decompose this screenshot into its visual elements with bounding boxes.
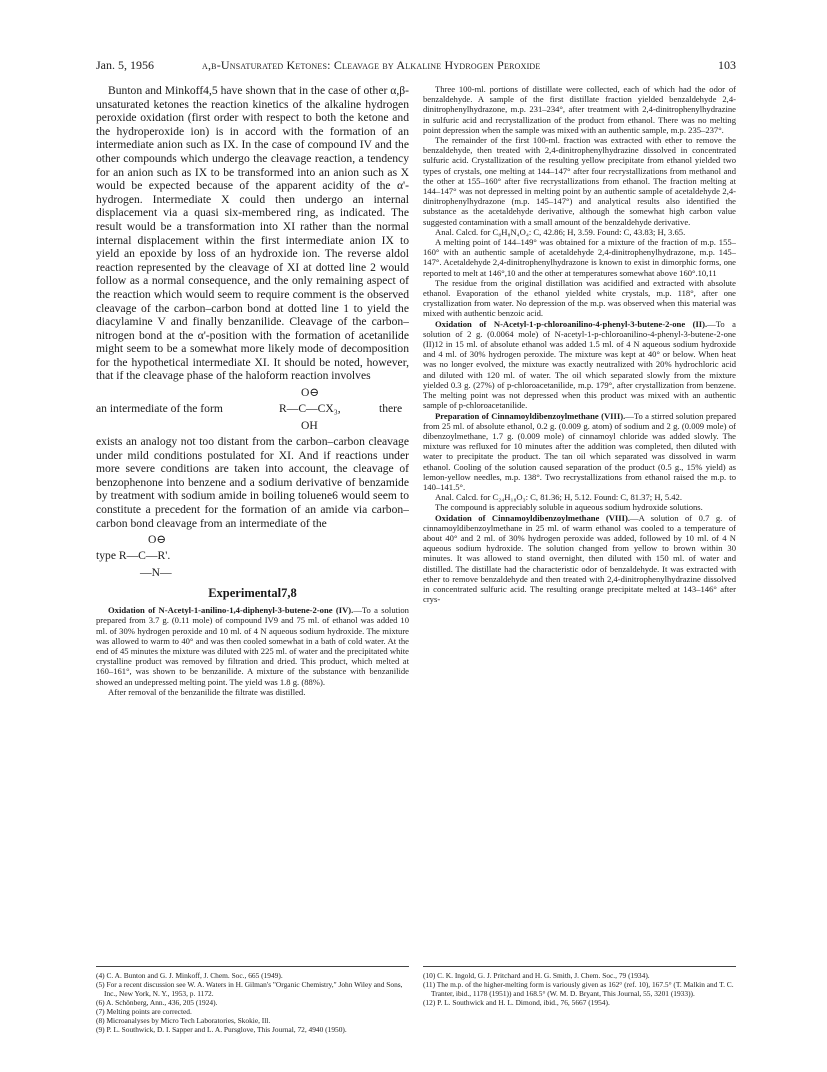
paragraph: After removal of the benzanilide the filtrate was distilled. — [108, 686, 306, 697]
paragraph-body: —To a solution prepared from 3.7 g. (0.11 mole) of compound IV9 and 75 ml. of ethanol was added 10 ml. of 30% hydrogen peroxide and 10 ml. of 4 N aqueous sodium hydroxide. The mixture was allowed to warm to 40° and was then cooled somewhat in a bath of cold water. At the end of 45 minutes the mixture was diluted with 225 ml. of water and the precipitated white crystalline product was removed by filtration and dried. This product, which melted at 160–161°, was shown to be benzanilide. A mixture of the substance with benzanilide showed an undepressed melting point. The yield was 1.8 g. (88%). — [96, 605, 409, 687]
footnote: (9) P. L. Southwick, D. I. Sapper and L. A. Pursglove, This Journal, 72, 4940 (1950). — [96, 1025, 347, 1034]
formula-text-before: an intermediate of the form — [96, 402, 223, 416]
section-heading: Experimental7,8 — [208, 586, 297, 601]
paragraph-title: Oxidation of N-Acetyl-1-p-chloroanilino-4-phenyl-3-butene-2-one (II). — [435, 318, 708, 329]
formula-text-after: there — [379, 402, 403, 416]
paragraph: Anal. Calcd. for C₂₄H₁₈O₃: C, 81.36; H, 5.12. Found: C, 81.37; H, 5.42. — [435, 492, 683, 503]
paragraph: exists an analogy not too distant from the carbon–carbon cleavage under mild conditions postulated for XI. And if reactions under more severe conditions are taken into account, the cleavage of benzophenone into benzene and a sodium derivative of benzamide by treatment with sodium amide in boiling toluene6 would seem to constitute a precedent for the formation of an amide via carbon–carbon bond cleavage from an intermediate of the — [96, 435, 409, 530]
paragraph-body: —To a stirred solution prepared from 25 ml. of absolute ethanol, 0.2 g. (0.009 g. atom) of sodium and 2 g. (0.009 mole) of dibenzoylmethane, 1.7 g. (0.009 mole) of cinnamoyl chloride was added slowly. The mixture was refluxed for 10 minutes after the addition was completed, then diluted with water to precipitate the product. The tan oil which separated was dissolved in warm ethanol. Cooling of the solution caused separation of the product (0.5 g., 15% yield) as lemon-yellow needles, m.p. 138°. Two recrystallizations from ethanol raised the m.p. to 140–141.5°. — [423, 410, 736, 492]
running-header — [96, 58, 736, 74]
formula-top: O⊖ — [148, 533, 167, 547]
header-title: α,β-Unsaturated Ketones: Cleavage by Alkaline Hydrogen Peroxide — [202, 58, 541, 72]
footnote: (10) C. K. Ingold, G. J. Pritchard and H. G. Smith, J. Chem. Soc., 79 (1934). — [423, 971, 650, 980]
paragraph: Anal. Calcd. for C₈H₈N₄O₄: C, 42.86; H, 3.59. Found: C, 43.83; H, 3.65. — [435, 226, 686, 237]
paragraph — [96, 605, 409, 687]
paragraph: Bunton and Minkoff4,5 have shown that in the case of other α,β-unsaturated ketones the reaction kinetics of the alkaline hydrogen peroxide oxidation (first order with respect to both the ketone and the hydroperoxide ion) is in accord with the formation of an intermediate anion such as IX. In the case of compound IV and the other compounds which undergo the cleavage reaction, a tendency for an anion such as IX to be transformed into an anion such as X would be expected because of the apparent acidity of the α'-hydrogen. Intermediate X could then undergo an internal displacement via a quasi six-membered ring, as indicated. The result would be a transformation into XI rather than the normal internal displacement within the first intermediate anion IX to yield an epoxide by loss of an hydroxide ion. The reverse aldol reaction represented by the cleavage of XI at dotted line 2 would follow as a normal consequence, and the only remaining aspect of the reaction which would seem to require comment is the observed cleavage of the carbon–carbon bond at dotted line 1 to yield the diacylamine V and finally benzanilide. Cleavage of the carbon–nitrogen bond at the α'-position with the formation of acetanilide might seem to be a somewhat more likely mode of decomposition for the hypothetical intermediate XI. It should be noted, however, that if the cleavage phase of the haloform reaction involves — [96, 84, 409, 383]
paragraph-body: —To a solution of 2 g. (0.0064 mole) of N-acetyl-1-p-chloroanilino-4-phenyl-3-butene-2-one (II)12 in 15 ml. of absolute ethanol was added 1.5 ml. of 4 N aqueous sodium hydroxide and 4 ml. of 30% hydrogen peroxide. The mixture was kept at 40° or below. When heat was no longer evolved, the mixture was exactly neutralized with 20% hydrochloric acid and diluted with 120 ml. of water. The oil which separated slowly from the mixture yielded 0.3 g. (27%) of p-chloroacetanilide, m.p. 179°, after crystallization from benzene. The melting point was not depressed when this product was mixed with an authentic sample of p-chloroacetanilide. — [423, 318, 736, 411]
paragraph: The residue from the original distillation was acidified and extracted with absolute ethanol. Evaporation of the ethanol yielded white crystals, m.p. 118°, after one crystallization from water. No depression of the m.p. was observed when this material was mixed with authentic benzoic acid. — [423, 277, 736, 319]
paragraph — [423, 411, 736, 493]
paragraph — [423, 513, 736, 605]
formula-amide — [96, 532, 409, 580]
footnote: (8) Microanalyses by Micro Tech Laboratories, Skokie, Ill. — [96, 1016, 271, 1025]
formula-bottom: OH — [301, 419, 318, 433]
formula-main: R—C—CX₃, — [279, 402, 341, 416]
footnote: (12) P. L. Southwick and H. L. Dimond, ibid., 76, 5667 (1954). — [423, 998, 610, 1007]
paragraph: A melting point of 144–149° was obtained for a mixture of the fraction of m.p. 155–160° with an authentic sample of acetaldehyde 2,4-dinitrophenylhydrazone, m.p. 145–147°. Acetaldehyde 2,4-dinitrophenylhydrazone is known to exist in dimorphic forms, one reported to melt at 146°,10 and the other at temperatures somewhat above 160°.10,11 — [423, 237, 736, 278]
footnote: (7) Melting points are corrected. — [96, 1007, 192, 1016]
formula-bottom: —N— — [140, 566, 172, 580]
paragraph: The compound is appreciably soluble in aqueous sodium hydroxide solutions. — [435, 502, 703, 513]
footnote: (6) A. Schönberg, Ann., 436, 205 (1924). — [96, 998, 218, 1007]
formula-top: O⊖ — [301, 386, 320, 400]
formula-main: type R—C—R'. — [96, 549, 171, 563]
page-number: 103 — [718, 58, 736, 72]
paragraph-body: —A solution of 0.7 g. of cinnamoyldibenzoylmethane in 25 ml. of warm ethanol was cooled to a temperature of about 40° and 2 ml. of 30% hydrogen peroxide was added, followed by 10 ml. of 4 N aqueous sodium hydroxide. The solution changed from yellow to brown within 30 minutes. It was allowed to stand overnight, then diluted with 150 ml. of water and distilled. The distillate had the characteristic odor of benzaldehyde. It was extracted with ether to remove benzaldehyde and then treated with 2,4-dinitrophenylhydrazine dissolved in concentrated sulfuric acid. The resulting orange precipitate melted at 143–146° after crys- — [423, 512, 736, 605]
footnote: (5) For a recent discussion see W. A. Waters in H. Gilman's "Organic Chemistry," John Wiley and Sons, Inc., New York, N. Y., 1953, p. 1172. — [96, 980, 403, 998]
paragraph-title: Oxidation of N-Acetyl-1-anilino-1,4-diphenyl-3-butene-2-one (IV). — [108, 605, 354, 616]
right-column — [423, 84, 736, 1054]
footnotes-right — [423, 966, 736, 1007]
left-column — [96, 84, 409, 954]
footnote: (11) The m.p. of the higher-melting form is variously given as 162° (ref. 10), 167.5° (T. Malkin and T. C. Tranter, ibid., 1178 (1951)) and 168.5° (W. M. D. Bryant, This Journal, 55, 3201 (1933)). — [423, 980, 734, 998]
header-date: Jan. 5, 1956 — [96, 58, 154, 72]
footnote: (4) C. A. Bunton and G. J. Minkoff, J. Chem. Soc., 665 (1949). — [96, 971, 283, 980]
paragraph: The remainder of the first 100-ml. fraction was extracted with ether to remove the benzaldehyde, then treated with 2,4-dinitrophenylhydrazine dissolved in concentrated sulfuric acid. Crystallization of the resulting yellow precipitate from ethanol yielded two types of crystals, one melting at 144–147° after four recrystallizations from methanol and the other at 155–160° after five recrystallizations from ethanol. The fraction melting at 144–147° was not depressed in melting point by an authentic sample of acetaldehyde 2,4-dinitrophenylhydrazone (m.p. 145–147°) and analytical results also identified the substance as the acetaldehyde derivative, although the somewhat high carbon value suggested contamination with a small amount of the benzaldehyde derivative. — [423, 135, 736, 227]
formula-intermediate — [96, 385, 409, 433]
paragraph: Three 100-ml. portions of distillate were collected, each of which had the odor of benzaldehyde. A sample of the first distillate fraction yielded benzaldehyde 2,4-dinitrophenylhydrazone, m.p. 231–234°, after treatment with 2,4-dinitrophenylhydrazine in sulfuric acid and recrystallization of the product from ethanol. There was no melting point depression when the sample was mixed with an authentic sample, m.p. 235–237°. — [423, 84, 736, 135]
paragraph-title: Oxidation of Cinnamoyldibenzoylmethane (VIII). — [435, 512, 630, 523]
paragraph-title: Preparation of Cinnamoyldibenzoylmethane (VIII). — [435, 410, 626, 421]
footnotes-left — [96, 966, 409, 1034]
paragraph — [423, 319, 736, 411]
